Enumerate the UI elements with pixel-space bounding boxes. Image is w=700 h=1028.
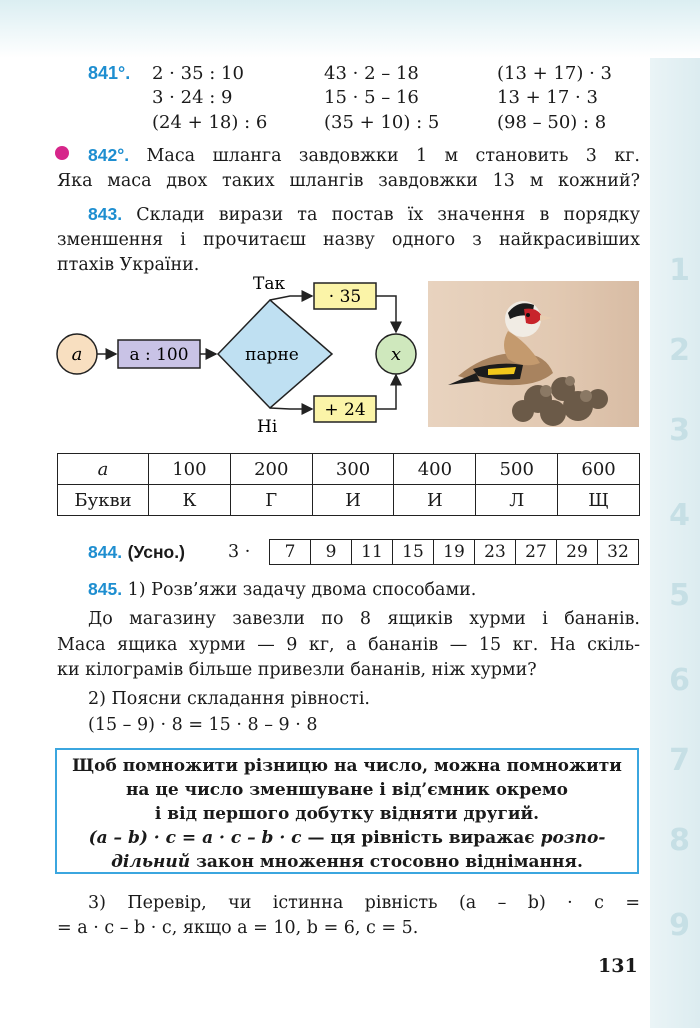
table-row <box>58 454 640 485</box>
arrow <box>376 296 396 332</box>
table-cell: Л <box>476 485 558 516</box>
arrow <box>376 375 396 409</box>
condition-label: парне <box>245 345 299 365</box>
exercise-845-task2: 2) Поясни складання рівності. <box>88 689 370 709</box>
side-index-tab <box>650 58 700 1028</box>
result-label: x <box>390 344 402 365</box>
exercise-843-line3: птахів України. <box>57 255 200 275</box>
table-cell: 27 <box>516 540 557 565</box>
rule-line <box>57 850 637 874</box>
rule-term: дільний <box>111 852 191 872</box>
start-label: a <box>71 344 83 365</box>
table-cell: Щ <box>558 485 640 516</box>
table-cell: К <box>149 485 231 516</box>
arrow <box>270 296 312 300</box>
table-cell: И <box>312 485 394 516</box>
goldfinch-illustration <box>428 281 639 427</box>
table-cell: 23 <box>475 540 516 565</box>
table-cell: 11 <box>352 540 393 565</box>
rule-line: на це число зменшуване і від’ємник окремо <box>125 780 569 800</box>
page-number: 131 <box>598 955 638 977</box>
table-cell: И <box>394 485 476 516</box>
table-cell: 19 <box>434 540 475 565</box>
table-header-cell: Букви <box>58 485 149 516</box>
exercise-text: Склади вирази та постав їх значення в порядку <box>136 205 640 225</box>
table-row <box>270 540 639 565</box>
expression: (98 – 50) : 8 <box>497 112 607 133</box>
table-cell: Г <box>230 485 312 516</box>
multiply-label: · 35 <box>328 287 362 307</box>
table-cell: 500 <box>476 454 558 485</box>
header-band <box>0 0 700 58</box>
side-tab-4: 4 <box>669 498 690 533</box>
exercise-note: (Усно.) <box>127 542 185 562</box>
table-cell: 600 <box>558 454 640 485</box>
table-cell: 15 <box>393 540 434 565</box>
expression: 3 · 24 : 9 <box>152 87 233 108</box>
side-tab-3: 3 <box>669 413 690 448</box>
add-label: + 24 <box>324 400 366 420</box>
side-tab-5: 5 <box>669 578 690 613</box>
yes-label: Так <box>253 274 286 294</box>
no-label: Ні <box>257 417 278 437</box>
exercise-845-task1 <box>88 576 476 603</box>
exercise-843-line2: зменшення і прочитаєш назву одного з найкрасивіших <box>57 230 640 250</box>
problem-line1: До магазину завезли по 8 ящиків хурми і бананів. <box>88 609 640 629</box>
divide-label: a : 100 <box>129 345 189 365</box>
exercise-number: 845. <box>88 579 123 599</box>
letters-table <box>57 453 640 516</box>
exercise-842-line2: Яка маса двох таких шлангів завдовжки 13 м кожний? <box>57 171 640 191</box>
expression: (24 + 18) : 6 <box>152 112 268 133</box>
problem-line2: Маса ящика хурми — 9 кг, а бананів — 15 кг. На скіль- <box>57 635 640 655</box>
difficulty-bullet-icon <box>55 146 69 160</box>
exercise-text: Маса шланга завдовжки 1 м становить 3 кг. <box>146 146 640 166</box>
exercise-845-task3-line1: 3) Перевір, чи істинна рівність (a – b) · c = <box>88 893 640 913</box>
side-tab-7: 7 <box>669 743 690 778</box>
table-cell: 32 <box>598 540 639 565</box>
exercise-842-line1 <box>88 142 640 169</box>
table-header-cell: a <box>58 454 149 485</box>
table-row <box>58 485 640 516</box>
sequence-prefix: 3 · <box>228 542 251 562</box>
side-tab-2: 2 <box>669 333 690 368</box>
table-cell: 7 <box>270 540 311 565</box>
exercise-number: 844. <box>88 542 123 562</box>
expression: (35 + 10) : 5 <box>324 112 440 133</box>
rule-formula: (a – b) · c = a · c – b · c <box>88 828 302 848</box>
table-cell: 29 <box>557 540 598 565</box>
rule-box <box>55 748 639 874</box>
equation: (15 – 9) · 8 = 15 · 8 – 9 · 8 <box>88 715 318 735</box>
expression: 15 · 5 – 16 <box>324 87 419 108</box>
expression: 43 · 2 – 18 <box>324 63 419 84</box>
exercise-844 <box>88 539 185 566</box>
side-tab-9: 9 <box>669 908 690 943</box>
side-tab-1: 1 <box>669 253 690 288</box>
arrow <box>270 408 312 409</box>
rule-line: і від першого добутку відняти другий. <box>154 804 540 824</box>
side-tab-6: 6 <box>669 663 690 698</box>
goldfinch-photo <box>428 281 639 427</box>
rule-text: — ця рівність виражає <box>301 828 541 848</box>
table-cell: 400 <box>394 454 476 485</box>
exercise-number: 842°. <box>88 145 130 165</box>
expression: 13 + 17 · 3 <box>497 87 598 108</box>
rule-term: розпо- <box>540 828 606 848</box>
table-cell: 100 <box>149 454 231 485</box>
table-cell: 9 <box>311 540 352 565</box>
rule-line <box>57 826 637 850</box>
problem-line3: ки кілограмів більше привезли бананів, ніж хурми? <box>57 660 537 680</box>
expression: 2 · 35 : 10 <box>152 63 244 84</box>
exercise-843-line1 <box>88 201 640 228</box>
rule-text: закон множення стосовно віднімання. <box>190 852 583 872</box>
sequence-table <box>269 539 639 565</box>
exercise-845-task3-line2: = a · c – b · c, якщо a = 10, b = 6, c = 5. <box>57 918 419 938</box>
expression: (13 + 17) · 3 <box>497 63 612 84</box>
table-cell: 300 <box>312 454 394 485</box>
exercise-number: 843. <box>88 204 123 224</box>
rule-line: Щоб помножити різницю на число, можна помножити <box>72 756 622 776</box>
flowchart <box>50 268 420 438</box>
exercise-number: 841°. <box>88 63 131 83</box>
exercise-text: 1) Розв’яжи задачу двома способами. <box>127 580 477 600</box>
table-cell: 200 <box>230 454 312 485</box>
side-tab-8: 8 <box>669 823 690 858</box>
